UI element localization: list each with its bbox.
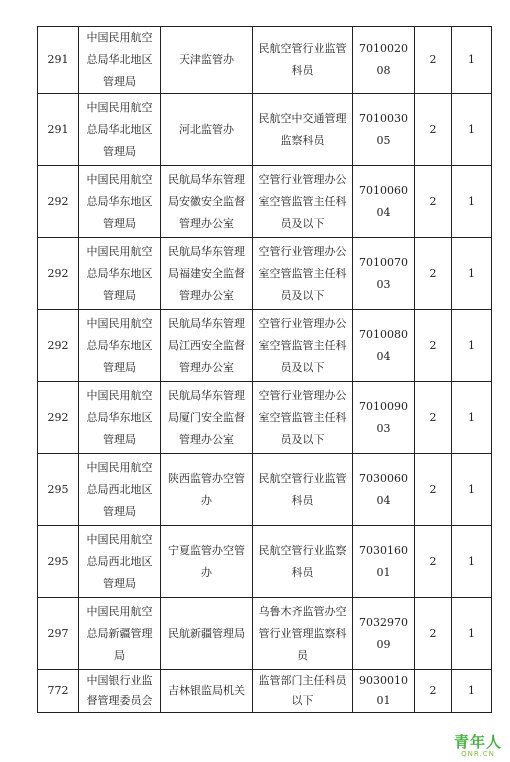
cell-unit: 陕西监管办空管办 <box>161 454 253 526</box>
cell-col6: 1 <box>452 94 492 166</box>
cell-code: 701008004 <box>353 310 415 382</box>
cell-number: 295 <box>38 454 79 526</box>
cell-department: 中国银行业监督管理委员会 <box>79 670 161 713</box>
cell-code: 701006004 <box>353 166 415 238</box>
cell-col6: 1 <box>452 526 492 598</box>
cell-number: 292 <box>38 310 79 382</box>
cell-position: 空管行业管理办公室空管监管主任科员及以下 <box>253 382 353 454</box>
cell-col6: 1 <box>452 382 492 454</box>
cell-position: 监管部门主任科员以下 <box>253 670 353 713</box>
cell-code: 703006004 <box>353 454 415 526</box>
cell-position: 民航空管行业监管科员 <box>253 27 353 94</box>
cell-code: 701009003 <box>353 382 415 454</box>
cell-position: 空管行业管理办公室空管监管主任科员及以下 <box>253 166 353 238</box>
cell-position: 民航空中交通管理监察科员 <box>253 94 353 166</box>
cell-department: 中国民用航空总局华东地区管理局 <box>79 310 161 382</box>
cell-unit: 河北监管办 <box>161 94 253 166</box>
cell-number: 291 <box>38 27 79 94</box>
cell-col6: 1 <box>452 27 492 94</box>
cell-col5: 2 <box>415 598 452 670</box>
table-row <box>38 382 492 454</box>
cell-number: 291 <box>38 94 79 166</box>
table-row <box>38 238 492 310</box>
cell-unit: 民航局华东管理局江西安全监督管理办公室 <box>161 310 253 382</box>
cell-unit: 民航局华东管理局福建安全监督管理办公室 <box>161 238 253 310</box>
cell-code: 703016001 <box>353 526 415 598</box>
cell-department: 中国民用航空总局华东地区管理局 <box>79 166 161 238</box>
cell-code: 903001001 <box>353 670 415 713</box>
cell-unit: 民航新疆管理局 <box>161 598 253 670</box>
cell-number: 297 <box>38 598 79 670</box>
cell-unit: 宁夏监管办空管办 <box>161 526 253 598</box>
cell-department: 中国民用航空总局新疆管理局 <box>79 598 161 670</box>
cell-col6: 1 <box>452 238 492 310</box>
cell-code: 701002008 <box>353 27 415 94</box>
cell-position: 空管行业管理办公室空管监管主任科员及以下 <box>253 238 353 310</box>
cell-department: 中国民用航空总局华北地区管理局 <box>79 94 161 166</box>
cell-position: 民航空管行业监管科员 <box>253 454 353 526</box>
watermark-title: 青年人 <box>453 733 502 751</box>
cell-number: 772 <box>38 670 79 713</box>
table-row <box>38 670 492 713</box>
cell-position: 乌鲁木齐监管办空管行业管理监察科员 <box>253 598 353 670</box>
cell-col5: 2 <box>415 382 452 454</box>
cell-col6: 1 <box>452 454 492 526</box>
cell-col5: 2 <box>415 526 452 598</box>
table-row <box>38 526 492 598</box>
table-row <box>38 166 492 238</box>
cell-col5: 2 <box>415 454 452 526</box>
cell-col5: 2 <box>415 310 452 382</box>
cell-col6: 1 <box>452 166 492 238</box>
cell-department: 中国民用航空总局华东地区管理局 <box>79 238 161 310</box>
table-row <box>38 27 492 94</box>
cell-department: 中国民用航空总局华东地区管理局 <box>79 382 161 454</box>
cell-position: 民航空管行业监察科员 <box>253 526 353 598</box>
table-row <box>38 598 492 670</box>
cell-unit: 民航局华东管理局安徽安全监督管理办公室 <box>161 166 253 238</box>
cell-col6: 1 <box>452 670 492 713</box>
position-table <box>37 26 492 713</box>
cell-col5: 2 <box>415 670 452 713</box>
cell-code: 701007003 <box>353 238 415 310</box>
cell-number: 292 <box>38 166 79 238</box>
table-row <box>38 94 492 166</box>
watermark-domain: QNR.CN <box>461 750 495 758</box>
cell-code: 701003005 <box>353 94 415 166</box>
cell-department: 中国民用航空总局西北地区管理局 <box>79 526 161 598</box>
cell-department: 中国民用航空总局华北地区管理局 <box>79 27 161 94</box>
cell-unit: 吉林银监局机关 <box>161 670 253 713</box>
cell-col5: 2 <box>415 94 452 166</box>
cell-number: 295 <box>38 526 79 598</box>
cell-unit: 天津监管办 <box>161 27 253 94</box>
cell-col5: 2 <box>415 166 452 238</box>
cell-col6: 1 <box>452 598 492 670</box>
cell-col5: 2 <box>415 238 452 310</box>
cell-code: 703297009 <box>353 598 415 670</box>
table-row <box>38 310 492 382</box>
cell-number: 292 <box>38 382 79 454</box>
cell-unit: 民航局华东管理局厦门安全监督管理办公室 <box>161 382 253 454</box>
cell-col6: 1 <box>452 310 492 382</box>
cell-department: 中国民用航空总局西北地区管理局 <box>79 454 161 526</box>
table-row <box>38 454 492 526</box>
cell-position: 空管行业管理办公室空管监管主任科员及以下 <box>253 310 353 382</box>
cell-number: 292 <box>38 238 79 310</box>
cell-col5: 2 <box>415 27 452 94</box>
site-watermark <box>454 735 502 758</box>
